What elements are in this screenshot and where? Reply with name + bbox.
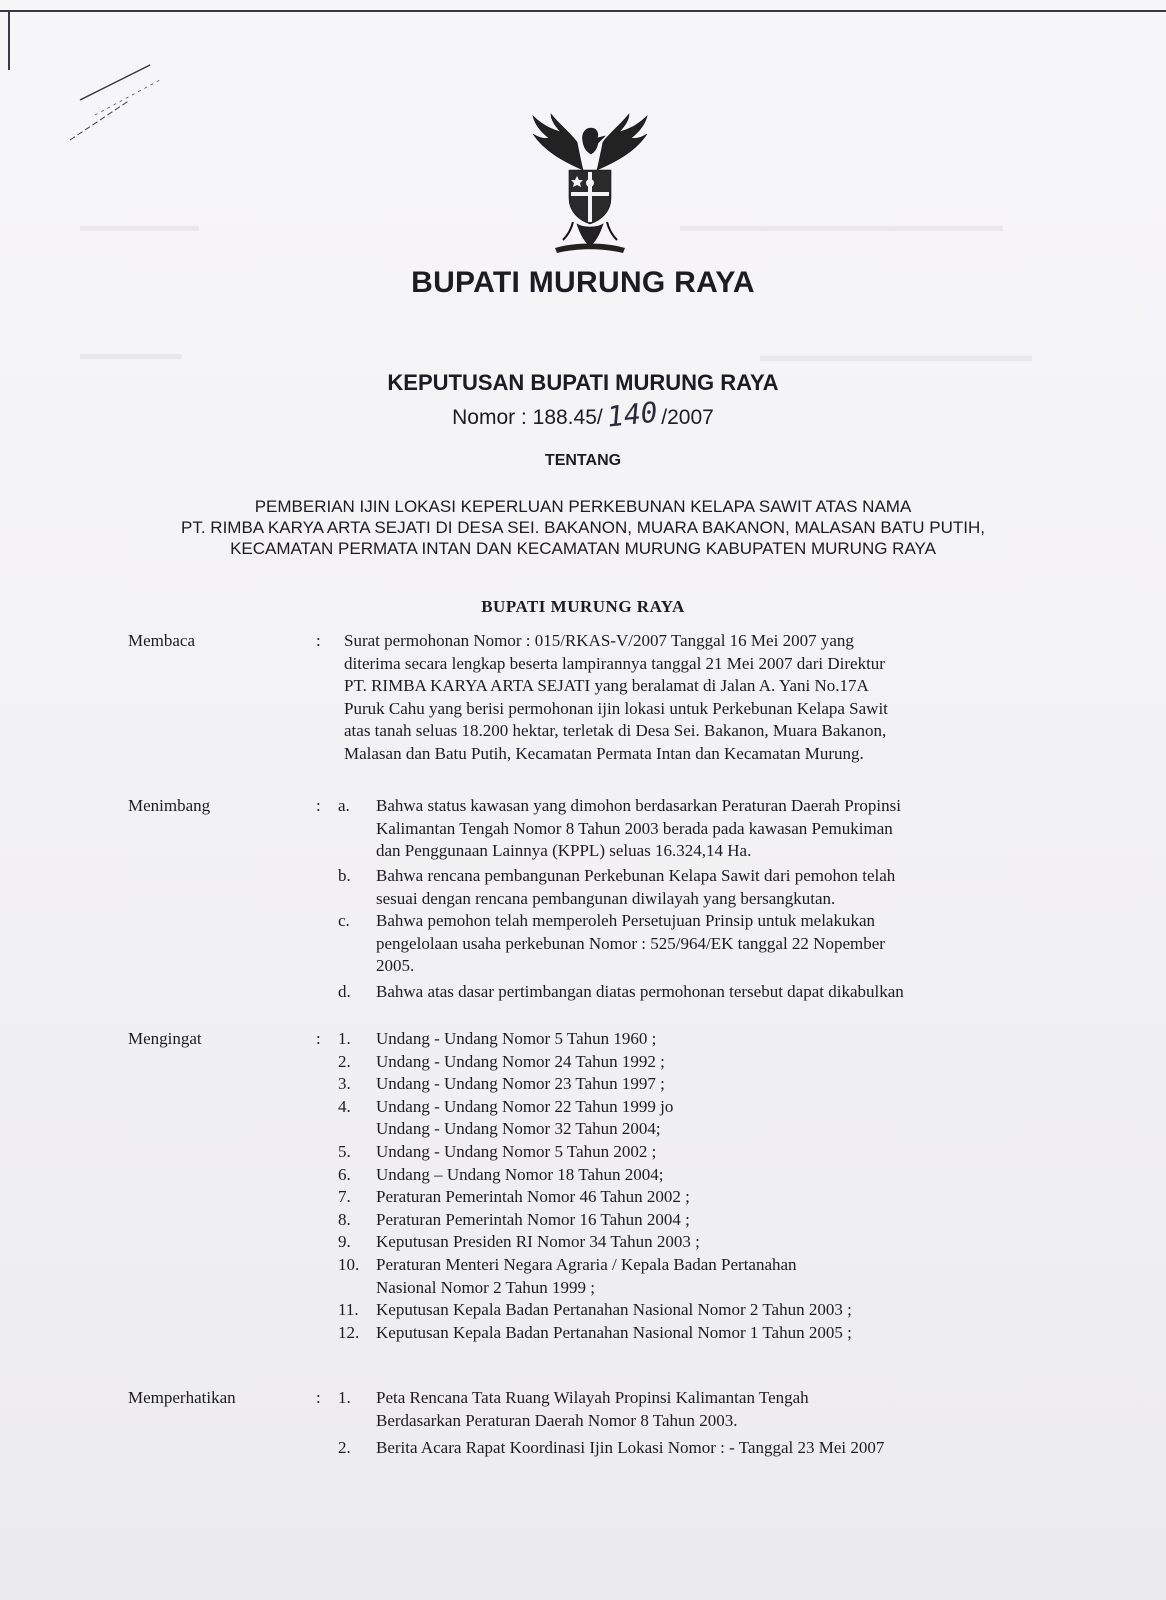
item-number: 9. [338,1232,351,1252]
tentang-heading: TENTANG [544,452,622,469]
item-text: dan Penggunaan Lainnya (KPPL) seluas 16.324,14 Ha. [376,841,752,861]
scan-smudge-marks [60,60,180,160]
item-number: 11. [338,1300,359,1320]
subject-line: PEMBERIAN IJIN LOKASI KEPERLUAN PERKEBUNAN KELAPA SAWIT ATAS NAMA [254,497,912,516]
section-label: Menimbang [128,796,211,815]
item-text: Keputusan Kepala Badan Pertanahan Nasional Nomor 1 Tahun 2005 ; [376,1322,852,1342]
membaca-line: atas tanah seluas 18.200 hektar, terletak di Desa Sei. Bakanon, Muara Bakanon, [344,721,887,741]
membaca-line: Malasan dan Batu Putih, Kecamatan Permata Intan dan Kecamatan Murung. [344,744,864,763]
decree-number-suffix: /2007 [661,406,714,429]
page-edge-left [8,10,10,70]
item-number: 12. [338,1322,360,1342]
item-number: 6. [338,1164,351,1184]
item-text: Bahwa atas dasar pertimbangan diatas permohonan tersebut dapat dikabulkan [376,982,904,1001]
garuda-emblem-icon [525,112,655,254]
item-text: Undang – Undang Nomor 18 Tahun 2004; [376,1164,664,1184]
section-colon: : [316,796,321,815]
membaca-line: diterima secara lengkap beserta lampirannya tanggal 21 Mei 2007 dari Direktur [344,653,885,673]
item-text: Undang - Undang Nomor 24 Tahun 1992 ; [376,1051,665,1071]
page-title: BUPATI MURUNG RAYA [411,266,755,299]
item-number: c. [338,911,350,930]
section-label: Memperhatikan [128,1388,236,1407]
item-text: Undang - Undang Nomor 23 Tahun 1997 ; [376,1074,665,1094]
item-text: Bahwa pemohon telah memperoleh Persetujuan Prinsip untuk melakukan [376,911,876,930]
item-text: Bahwa rencana pembangunan Perkebunan Kelapa Sawit dari pemohon telah [376,866,896,885]
decree-subject [60,496,1106,559]
item-number: 5. [338,1142,351,1161]
item-number: 4. [338,1096,351,1116]
item-text: 2005. [376,956,415,976]
item-text: pengelolaan usaha perkebunan Nomor : 525/964/EK tanggal 22 Nopember [376,933,885,953]
item-number: b. [338,866,351,885]
item-text: Undang - Undang Nomor 32 Tahun 2004; [376,1119,661,1139]
membaca-line: PT. RIMBA KARYA ARTA SEJATI yang beralamat di Jalan A. Yani No.17A [344,676,869,696]
item-number: 10. [338,1255,360,1274]
item-text: Peraturan Pemerintah Nomor 46 Tahun 2002 ; [376,1187,690,1207]
section-colon: : [316,631,321,650]
item-number: 1. [338,1388,351,1407]
item-text: Berita Acara Rapat Koordinasi Ijin Lokasi Nomor : - Tanggal 23 Mei 2007 [376,1438,885,1457]
item-number: d. [338,982,351,1001]
item-text: Keputusan Kepala Badan Pertanahan Nasional Nomor 2 Tahun 2003 ; [376,1300,852,1320]
subject-line: KECAMATAN PERMATA INTAN DAN KECAMATAN MURUNG KABUPATEN MURUNG RAYA [230,539,936,558]
item-text: Bahwa status kawasan yang dimohon berdasarkan Peraturan Daerah Propinsi [376,796,901,815]
item-text: Peraturan Pemerintah Nomor 16 Tahun 2004 ; [376,1209,690,1229]
item-number: 2. [338,1051,351,1071]
section-colon: : [316,1388,321,1407]
item-text: Kalimantan Tengah Nomor 8 Tahun 2003 berada pada kawasan Pemukiman [376,818,893,838]
section-colon: : [316,1029,321,1048]
bleed-through-texture: ▬▬▬▬▬▬▬ ▬▬▬▬▬▬ ▬▬▬▬▬▬▬▬▬▬▬▬▬▬▬▬▬▬▬ ▬▬▬▬▬▬▬▬▬▬▬▬▬▬▬▬ [80,216,1032,365]
decree-number-handwritten: 140 [605,395,659,434]
page-edge-top [0,10,1166,12]
item-text: Undang - Undang Nomor 5 Tahun 1960 ; [376,1029,657,1048]
item-text: Undang - Undang Nomor 5 Tahun 2002 ; [376,1142,657,1161]
item-text: sesuai dengan rencana pembangunan diwilayah yang bersangkutan. [376,888,836,908]
item-text: Berdasarkan Peraturan Daerah Nomor 8 Tahun 2003. [376,1410,738,1430]
decree-number-prefix: Nomor : 188.45/ [452,406,603,429]
item-text: Peta Rencana Tata Ruang Wilayah Propinsi Kalimantan Tengah [376,1388,809,1407]
item-number: a. [338,796,350,815]
item-number: 3. [338,1074,351,1094]
item-number: 2. [338,1438,351,1457]
item-number: 7. [338,1187,351,1207]
subject-line: PT. RIMBA KARYA ARTA SEJATI DI DESA SEI. BAKANON, MUARA BAKANON, MALASAN BATU PUTIH, [181,518,985,537]
membaca-line: Surat permohonan Nomor : 015/RKAS-V/2007 Tanggal 16 Mei 2007 yang [344,631,854,650]
issuer-heading: BUPATI MURUNG RAYA [481,597,685,616]
item-text: Nasional Nomor 2 Tahun 1999 ; [376,1277,595,1297]
item-number: 1. [338,1029,351,1048]
section-label: Mengingat [128,1029,202,1048]
decree-title: KEPUTUSAN BUPATI MURUNG RAYA [387,370,779,395]
item-number: 8. [338,1209,351,1229]
item-text: Peraturan Menteri Negara Agraria / Kepala Badan Pertanahan [376,1255,797,1274]
decree-number [0,395,1166,434]
item-text: Undang - Undang Nomor 22 Tahun 1999 jo [376,1096,674,1116]
membaca-line: Puruk Cahu yang berisi permohonan ijin lokasi untuk Perkebunan Kelapa Sawit [344,698,888,718]
item-text: Keputusan Presiden RI Nomor 34 Tahun 2003 ; [376,1232,700,1252]
section-label: Membaca [128,631,196,650]
